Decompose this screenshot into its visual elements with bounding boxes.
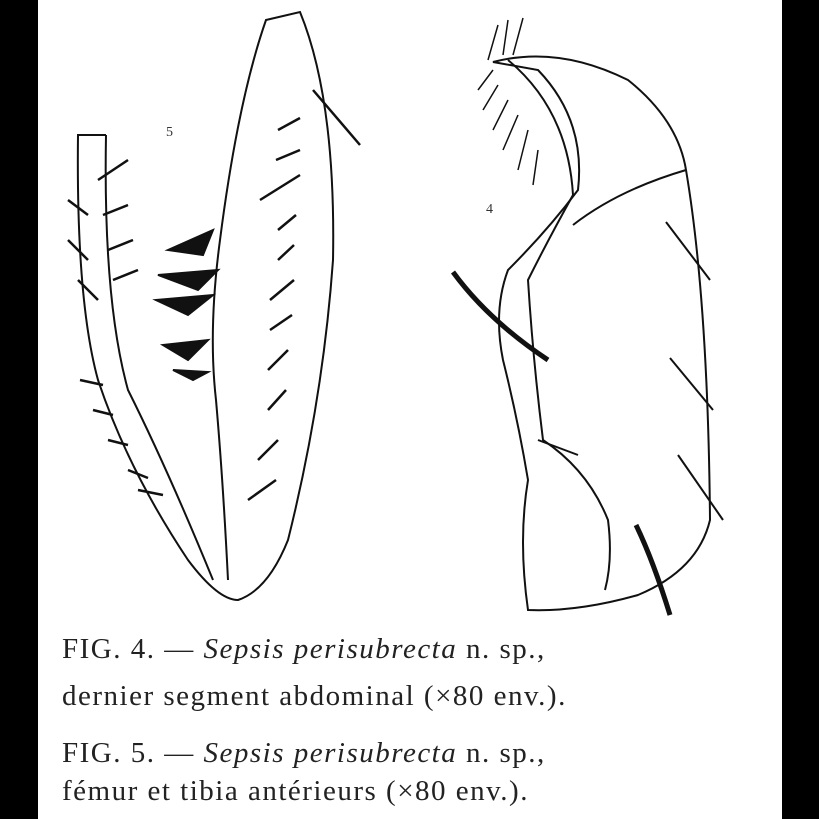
fig5-femur-tibia-drawing xyxy=(68,12,360,600)
caption-fig4-number: FIG. 4. — xyxy=(62,633,195,665)
figure-drawings xyxy=(38,0,782,630)
fig4-label: 4 xyxy=(486,202,493,217)
caption-fig4-rest: n. sp., xyxy=(457,633,546,665)
caption-fig5-number: FIG. 5. — xyxy=(62,737,195,769)
page xyxy=(38,0,782,819)
caption-fig4-line2: dernier segment abdominal (×80 env.). xyxy=(62,680,567,712)
caption-fig4-line1 xyxy=(62,633,546,666)
caption-fig5-line2: fémur et tibia antérieurs (×80 env.). xyxy=(62,775,529,807)
caption-fig4-species: Sepsis perisubrecta xyxy=(203,633,458,665)
fig4-abdominal-segment-drawing xyxy=(453,18,723,615)
caption-fig5-species: Sepsis perisubrecta xyxy=(203,737,458,769)
caption-fig5-line1 xyxy=(62,737,546,770)
caption-fig5-rest: n. sp., xyxy=(457,737,546,769)
fig5-label: 5 xyxy=(166,125,173,140)
